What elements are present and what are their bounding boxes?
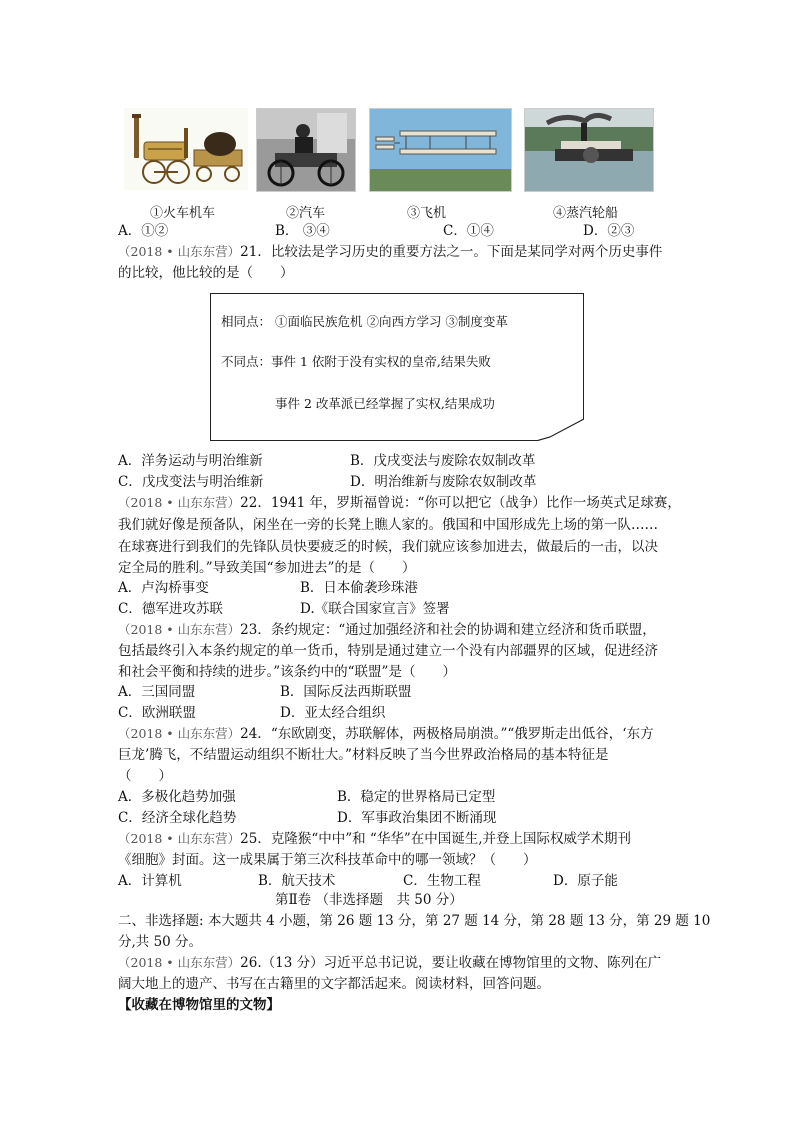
q23-option-d: D．亚太经合组织 [280,705,386,721]
q21-option-c: C．戊戌变法与明治维新 [118,474,264,490]
q23-option-c: C．欧洲联盟 [118,705,196,721]
q24-stem: （2018 • 山东东营）24．“东欧剧变，苏联解体，两极格局崩溃。”“俄罗斯走出低谷，‘东方 [118,726,654,742]
q22-stem-cont: 我们就好像是预备队，闲坐在一旁的长凳上瞧人家的。俄国和中国形成先上场的第一队…… [118,517,658,533]
q22-stem-cont: 定全局的胜利。”导致美国“参加进去”的是（ ） [118,560,416,576]
q22-option-b: B．日本偷袭珍珠港 [300,580,418,596]
airplane-image [369,108,512,192]
steamship-image [524,108,654,192]
image-caption: ③飞机 [407,206,447,221]
comparison-box [210,293,584,441]
box-diff-1: 不同点：事件 1 依附于没有实权的皇帝,结果失败 [221,354,491,369]
q24-stem-cont: 巨龙’腾飞，不结盟运动组织不断壮大。”材料反映了当今世界政治格局的基本特征是 [118,747,609,763]
q21-option-b: B．戊戌变法与废除农奴制改革 [350,453,536,469]
source-tag: （2018 • 山东东营） [118,495,241,510]
q23-stem-cont: 包括最终引入本条约规定的单一货币，特别是通过建立一个没有内部疆界的区域，促进经济 [118,643,658,659]
source-tag: （2018 • 山东东营） [118,244,241,259]
image-caption: ②汽车 [286,206,326,221]
image-caption: ④蒸汽轮船 [553,206,619,221]
source-tag: （2018 • 山东东营） [118,726,241,741]
section2-intro: 二、非选择题: 本大题共 4 小题，第 26 题 13 分，第 27 题 14 分，第 28 题 13 分，第 29 题 10 [118,913,711,929]
q25-stem-cont: 《细胞》封面。这一成果属于第三次科技革命中的哪一领域？（ ） [118,852,537,868]
q20-option-d: D．②③ [583,223,635,239]
q24-option-d: D．军事政治集团不断涌现 [337,810,497,826]
q22-option-a: A．卢沟桥事变 [118,580,209,596]
q22-stem-cont: 在球赛进行到我们的先锋队员快要疲乏的时候，我们就应该参加进去，做最后的一击，以决 [118,539,658,555]
q25-option-d: D．原子能 [553,873,618,889]
q22-stem: （2018 • 山东东营）22．1941 年，罗斯福曾说：“你可以把它（战争）比作一场英式足球赛， [118,495,681,511]
q21-stem-cont: 的比较，他比较的是（ ） [118,265,294,281]
q26-stem-cont: 阔大地上的遗产、书写在古籍里的文字都活起来。阅读材料，回答问题。 [118,976,550,992]
q25-stem: （2018 • 山东东营）25．克隆猴“中中”和 “华华”在中国诞生,并登上国际权威学术期刊 [118,831,632,847]
q20-option-c: C．①④ [443,223,494,239]
image-caption: ①火车机车 [150,206,216,221]
q24-option-b: B．稳定的世界格局已定型 [337,789,496,805]
car-image [256,108,356,192]
q21-stem: （2018 • 山东东营）21．比较法是学习历史的重要方法之一。下面是某同学对两个历史事件 [118,244,663,260]
q24-option-a: A．多极化趋势加强 [118,789,236,805]
q25-option-b: B．航天技术 [258,873,336,889]
q25-option-a: A．计算机 [118,873,182,889]
q20-option-a: A．①② [118,223,169,239]
q24-option-c: C．经济全球化趋势 [118,810,237,826]
q23-stem: （2018 • 山东东营）23．条约规定：“通过加强经济和社会的协调和建立经济和货币联盟， [118,622,656,638]
q22-option-d: D.《联合国家宣言》签署 [300,601,450,617]
q26-heading: 【收藏在博物馆里的文物】 [118,997,280,1013]
q25-option-c: C．生物工程 [403,873,481,889]
q23-option-b: B．国际反法西斯联盟 [280,684,412,700]
q23-stem-cont: 和社会平衡和持续的进步。”该条约中的“联盟”是（ ） [118,664,456,680]
source-tag: （2018 • 山东东营） [118,955,241,970]
q26-stem: （2018 • 山东东营）26.（13 分）习近平总书记说，要让收藏在博物馆里的文物、陈列在广 [118,955,662,971]
part2-title: 第Ⅱ卷 （非选择题 共 50 分） [275,892,463,908]
q22-option-c: C．德军进攻苏联 [118,601,223,617]
q21-option-d: D．明治维新与废除农奴制改革 [350,474,537,490]
locomotive-image [124,108,248,190]
q24-stem-cont: （ ） [118,768,172,784]
q21-option-a: A．洋务运动与明治维新 [118,453,263,469]
box-same: 相同点： ①面临民族危机 ②向西方学习 ③制度变革 [221,314,508,329]
source-tag: （2018 • 山东东营） [118,622,241,637]
q23-option-a: A．三国同盟 [118,684,196,700]
page-fold-icon [536,419,584,441]
source-tag: （2018 • 山东东营） [118,831,241,846]
q20-option-b: B． ③④ [275,223,330,239]
box-diff-2: 事件 2 改革派已经掌握了实权,结果成功 [275,396,495,411]
section2-intro-cont: 分,共 50 分。 [118,934,203,950]
